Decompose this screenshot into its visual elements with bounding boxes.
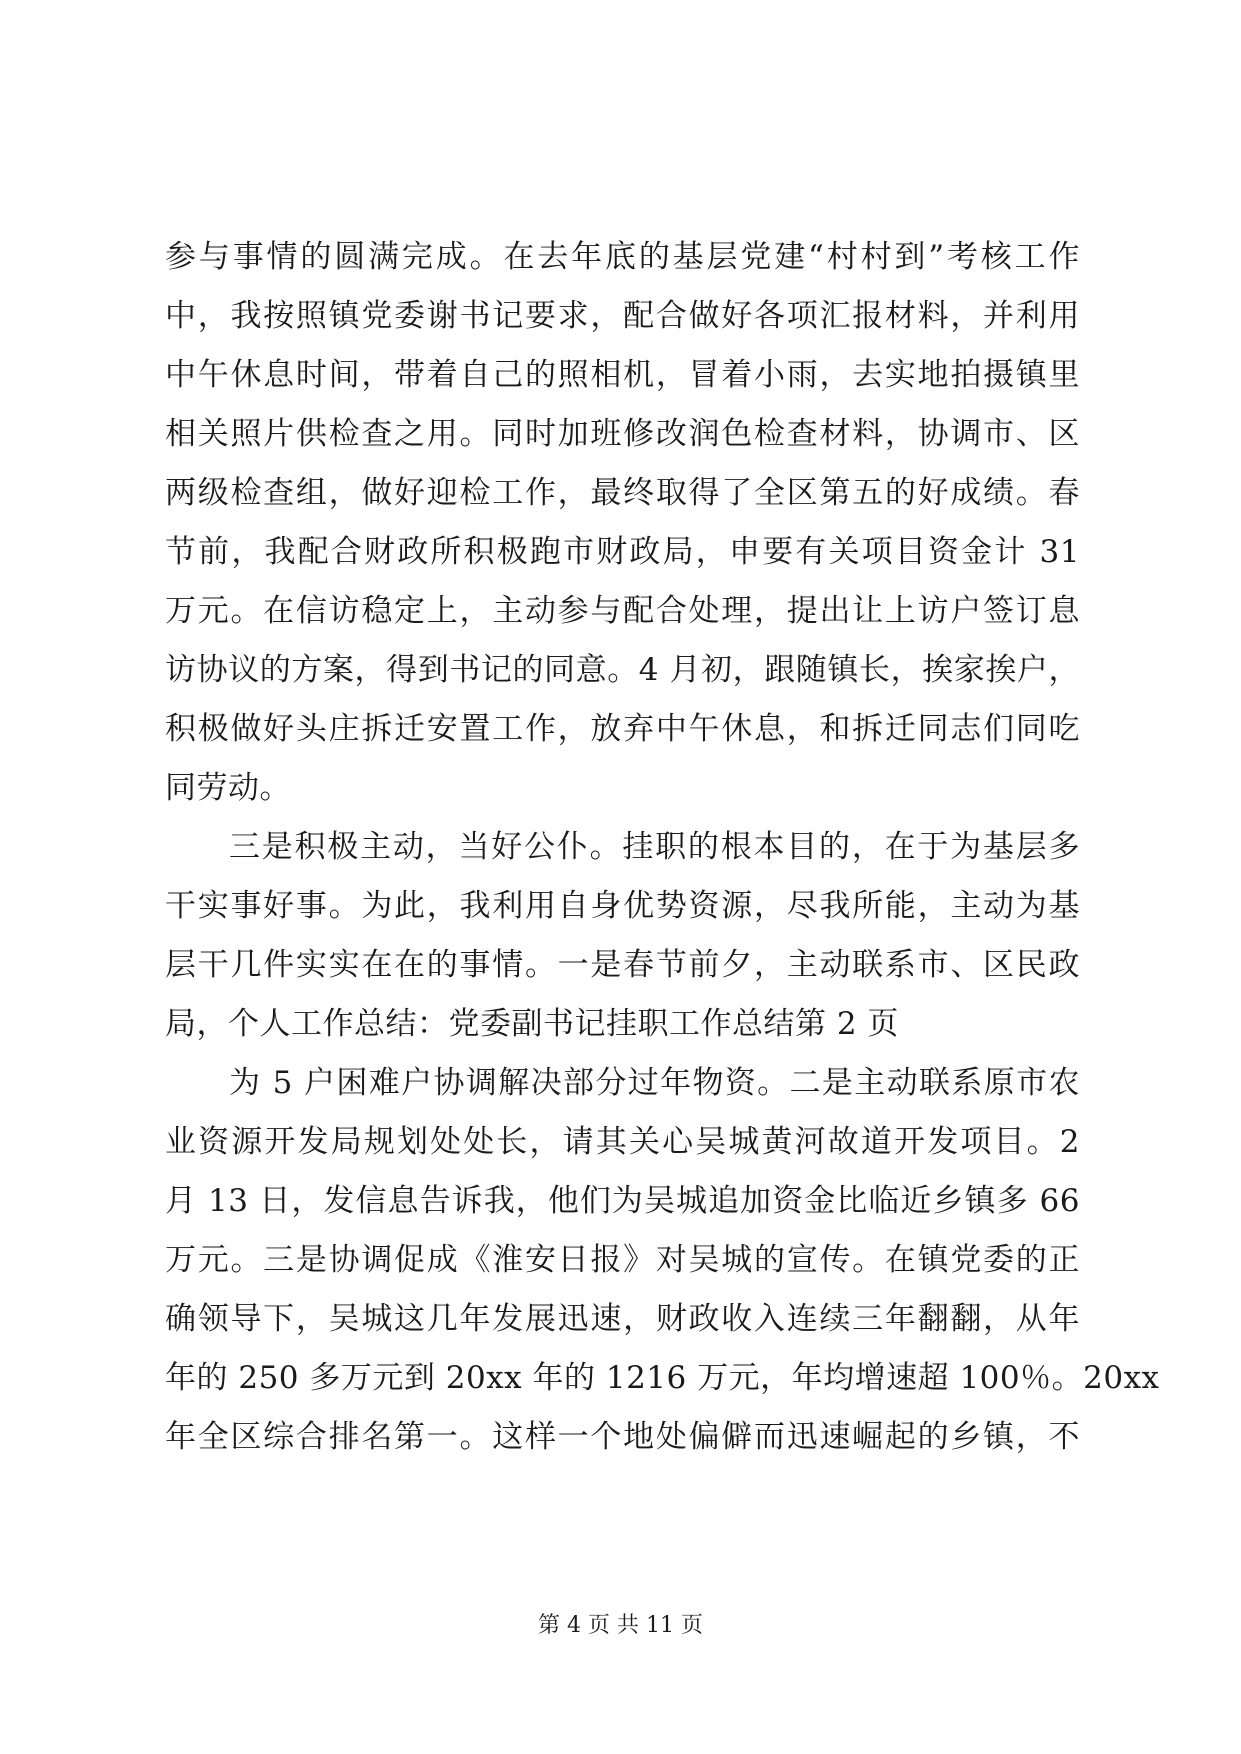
text-line: 同劳动。	[165, 770, 291, 806]
text-line: 局，个人工作总结：党委副书记挂职工作总结第 2 页	[165, 1006, 899, 1042]
text-line: 中午休息时间，带着自己的照相机，冒着小雨，去实地拍摄镇里	[165, 357, 1080, 393]
text-line: 积极做好头庄拆迁安置工作，放弃中午休息，和拆迁同志们同吃	[165, 711, 1080, 747]
text-line: 万元。在信访稳定上，主动参与配合处理，提出让上访户签订息	[165, 593, 1080, 629]
text-line: 月 13 日，发信息告诉我，他们为吴城追加资金比临近乡镇多 66	[165, 1183, 1080, 1219]
paragraph-first-line: 为 5 户困难户协调解决部分过年物资。二是主动联系原市农	[229, 1065, 1080, 1101]
text-line: 年全区综合排名第一。这样一个地处偏僻而迅速崛起的乡镇，不	[165, 1419, 1080, 1455]
text-line: 中，我按照镇党委谢书记要求，配合做好各项汇报材料，并利用	[165, 298, 1080, 334]
page-number-footer: 第 4 页 共 11 页	[538, 1613, 703, 1638]
text-line: 确领导下，吴城这几年发展迅速，财政收入连续三年翻翻，从年	[165, 1301, 1080, 1337]
text-line: 层干几件实实在在的事情。一是春节前夕，主动联系市、区民政	[165, 947, 1080, 983]
text-line: 年的 250 多万元到 20xx 年的 1216 万元，年均增速超 100％。20xx	[165, 1360, 1160, 1396]
paragraph-first-line: 三是积极主动，当好公仆。挂职的根本目的，在于为基层多	[229, 829, 1080, 865]
text-line: 干实事好事。为此，我利用自身优势资源，尽我所能，主动为基	[165, 888, 1080, 924]
text-line: 访协议的方案，得到书记的同意。4 月初，跟随镇长，挨家挨户，	[165, 652, 1080, 688]
text-line: 业资源开发局规划处处长，请其关心吴城黄河故道开发项目。2	[165, 1124, 1080, 1160]
text-line: 万元。三是协调促成《淮安日报》对吴城的宣传。在镇党委的正	[165, 1242, 1080, 1278]
text-line: 相关照片供检查之用。同时加班修改润色检查材料，协调市、区	[165, 416, 1080, 452]
text-line: 参与事情的圆满完成。在去年底的基层党建“村村到”考核工作	[165, 239, 1080, 275]
document-body	[165, 228, 1160, 1467]
text-line: 节前，我配合财政所积极跑市财政局，申要有关项目资金计 31	[165, 534, 1080, 570]
text-line: 两级检查组，做好迎检工作，最终取得了全区第五的好成绩。春	[165, 475, 1080, 511]
